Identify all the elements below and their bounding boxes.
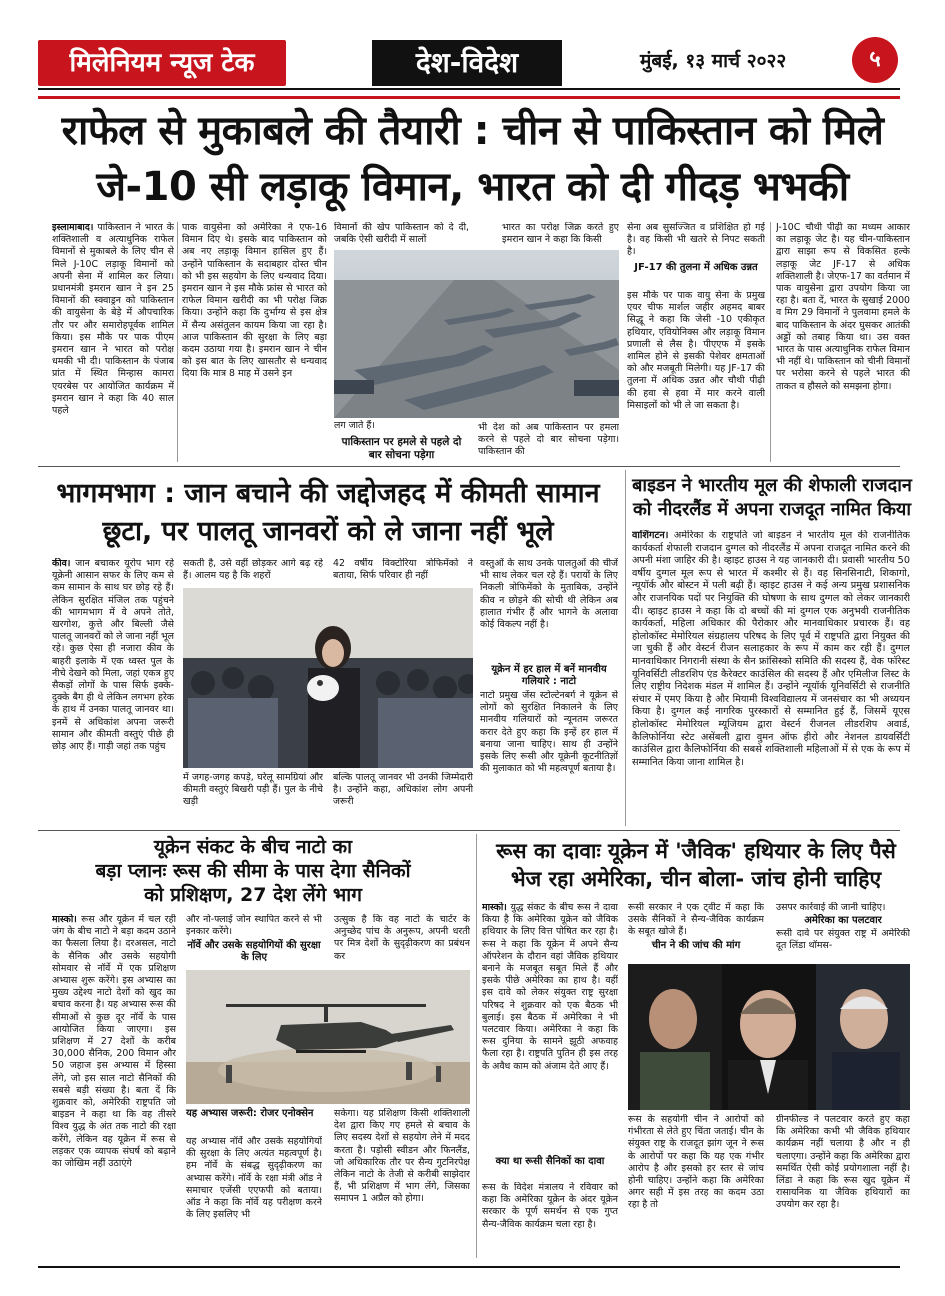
story1-dateline: इस्लामाबाद। — [52, 222, 94, 233]
jets-photo — [334, 250, 619, 418]
story2-col3b: बल्कि पालतू जानवर भी उनकी जिम्मेदारी है। उन्होंने कहा, अधिकांश लोग अपनी जरूरी — [333, 772, 473, 808]
story3-body — [632, 530, 910, 826]
story5-col2b: रूस के सहयोगी चीन ने आरोपों को गंभीरता से लेते हुए चिंता जताई। चीन के संयुक्त राष्ट्र के राजदूत झांग जून ने रूस के आरोपों पर कहा कि यह एक गंभीर आरोप है और इसको हर स्तर से जांच होनी चाहिए। उन्होंने कहा कि अमेरिका अगर सही में इस तरह का कदम उठा रहा है तो — [628, 1114, 764, 1211]
divider — [476, 834, 477, 1258]
story2-headline: भागमभाग : जान बचाने की जद्दोजहद में कीमती सामान — [56, 478, 600, 509]
story1-col5b: इस मौके पर पाक वायु सेना के प्रमुख एयर चीफ मार्शल जहीर अहमद बाबर सिद्धू ने कहा कि जेसी -10 एकीकृत हथियार, एवियोनिक्स और लड़ाकू विमान प्रणाली से लैस है। पीएएफ में इसके शामिल होने से इसकी पेशेवर क्षमताओं को और मजबूती मिलेगी। यह JF-17 की तुलना में अधिक उन्नत और चौथी पीढ़ी की हवा से हवा में मार करने वाली मिसाइलों को भी ले जा सकता है। — [627, 290, 765, 411]
header-rule — [38, 88, 900, 90]
story4-dateline: मास्को। — [52, 914, 77, 925]
story3-body-text: अमेरिका के राष्ट्रपति जो बाइडन ने भारतीय मूल की राजनीतिक कार्यकर्ता शेफाली राजदान दुग्गल को नीदरलैंड में अपना राजदूत नामित करने की अपनी मंशा जाहिर की है। व्हाइट हाउस ने यह जानकारी दी। प्रवासी भारतीय 50 वर्षीय दुग्गल मूल रूप से भारत में कश्मीर से हैं। वह सिनसिनाटी, शिकागो, न्यूयॉर्क और बोस्टन में पली बढ़ी हैं। व्हाइट हाउस ने कई अन्य प्रमुख प्रशासनिक और राजनयिक पदों पर नियुक्ति की घोषणा के साथ दुग्गल को लेकर जानकारी दी। व्हाइट हाउस ने कहा कि दो बच्चों की मां दुग्गल एक अनुभवी राजनीतिक कार्यकर्ता, महिला अधिकार की पैरोकार और मानवाधिकार प्रचारक हैं। वह होलोकॉस्ट मेमोरियल संग्रहालय परिषद के लिए पूर्व में राष्ट्रपति द्वारा नियुक्त की जा चुकी हैं और वेस्टर्न रीजन सलाहकार के रूप में काम कर रही हैं। दुग्गल मानवाधिकार निगरानी संस्था के सैन फ्रांसिस्को समिति की सदस्य हैं, वेक फॉरेस्ट यूनिवर्सिटी लीडरशिप एंड कैरेक्टर काउंसिल की सदस्य हैं और एमिलीज लिस्ट के लिए राष्ट्रीय निदेशक मंडल में शामिल हैं। उन्होंने न्यूयॉर्क यूनिवर्सिटी से राजनीति संचार में एमए किया है और मियामी विश्वविद्यालय में जनसंचार का भी अध्ययन किया है। दुग्गल कई नागरिक पुरस्कारों से सम्मानित हुई हैं, जिसमें यूएस होलोकॉस्ट मेमोरियल म्यूजियम द्वारा वेस्टर्न रीजनल लीडरशिप अवार्ड, कैलिफोर्निया स्टेट असेंबली द्वारा वुमन ऑफ हीरो और नेशनल डायवर्सिटी काउंसिल द्वारा कैलिफोर्निया की सबसे शक्तिशाली महिलाओं में से एक के रूप में सम्मानित किया जाना शामिल है। — [632, 530, 910, 768]
story2-headline-line2: छूटा, पर पालतू जानवरों को ले जाना नहीं भूले — [102, 516, 554, 547]
story5-col2a: रूसी सरकार ने एक ट्वीट में कहा कि उसके सैनिकों ने सैन्य-जैविक कार्यक्रम के सबूत खोजे हैं। — [628, 902, 764, 938]
story1-col5a: सेना अब सुसज्जित व प्रशिक्षित हो गई है। वह किसी भी खतरे से निपट सकती है। — [627, 222, 765, 258]
story5-headline-line2: भेज रहा अमेरिका, चीन बोला- जांच होनी चाहिए — [510, 867, 882, 891]
story2-col1-text: जान बचाकर यूरोप भाग रहे यूक्रेनी आसान सफर के लिए कम से कम सामान के साथ घर छोड़ रहे हैं। लेकिन सुरक्षित मंजिल तक पहुंचने की भागमभाग में वे अपने तोते, खरगोश, कुत्ते और बिल्ली जैसे पालतू जानवरों को ले जाना नहीं भूल रहे। कुछ ऐसा ही नजारा कीव के बाहरी इलाके में एक ध्वस्त पुल के नीचे देखने को मिला, जहां एकत्र हुए सैकड़ों लोगों के पास सिर्फ इक्के-दुक्के बैग ही थे लेकिन लगभग हरेक के हाथ में उनका पालतू जानवर था।इनमें से अधिकांश अपना जरूरी सामान और कीमती वस्तुएं पीछे ही छोड़ आए हैं। गाड़ी जहां तक पहुंच — [52, 558, 174, 753]
story5-col1-text: युद्ध संकट के बीच रूस ने दावा किया है कि अमेरिका यूक्रेन को जैविक हथियार के लिए वित्त पोषित कर रहा है। रूस ने कहा कि यूक्रेन में अपने सैन्य ऑपरेशन के दौरान वहां जैविक हथियार बनाने के मजबूत सबूत मिले हैं और इसके पीछे अमेरिका का हाथ है। वहीं इस दावे को लेकर संयुक्त राष्ट्र सुरक्षा परिषद ने शुक्रवार को एक बैठक भी बुलाई। इस बैठक में अमेरिका ने भी पलटवार किया। अमेरिका ने कहा कि रूस दुनिया के सामने झूठी अफवाह फैला रहा है। राष्ट्रपति पुतिन ही इस तरह के अवैध काम को अंजाम देते आए हैं। — [482, 902, 618, 1072]
story2-dateline: कीव। — [52, 558, 71, 569]
story4-subhead2: यह अभ्यास जरूरी: रोजर एनोक्सेन — [186, 1108, 314, 1119]
helicopter-photo — [186, 970, 470, 1104]
story4-headline-line2: बड़ा प्लानः रूस की सीमा के पास देगा सैनिकों — [95, 860, 411, 882]
story1-col2: पाक वायुसेना को अमेरिका ने एफ-16 विमान दिए थे। इसके बाद पाकिस्तान को अब नए लड़ाकू विमान हासिल हुए हैं। उन्होंने पाकिस्तान के सदाबहार दोस्त चीन को भी इस सहयोग के लिए धन्यवाद दिया। इमरान खान ने इस मौके फ्रांस से भारत को राफेल विमान खरीदी का भी परोक्ष जिक्र किया। उन्होंने कहा कि दुर्भाग्य से इस क्षेत्र में सैन्य असंतुलन कायम किया जा रहा है। आज पाकिस्तान की सुरक्षा के लिए बड़ा कदम उठाया गया है। इमरान खान ने चीन को इस बात के लिए खासतौर से धन्यवाद दिया कि मात्र 8 माह में उसने इन — [182, 222, 327, 380]
story3-headline-line2: को नीदरलैंड में अपना राजदूत नामित किया — [632, 499, 911, 520]
story5-col1b: रूस के विदेश मंत्रालय ने रविवार को कहा कि अमेरिका यूक्रेन के अंदर यूक्रेन सरकार के पूर्ण समर्थन से एक गुप्त सैन्य-जैविक कार्यक्रम चला रहा है। — [482, 1182, 618, 1230]
story2-col4a: वस्तुओं के साथ उनके पालतुओं की चीजें भी साथ लेकर चल रहे हैं। परायों के लिए निकली त्रोफिमेंको के मुताबिक, उन्होंने कीव न छोड़ने की सोची थी लेकिन अब हालात गंभीर हैं और भागने के अलावा कोई विकल्प नहीं है। — [480, 558, 618, 631]
story1-col1-text: पाकिस्तान ने भारत के शक्तिशाली व अत्याधुनिक राफेल विमानों से मुकाबले के लिए चीन से मिले J-10C लड़ाकू विमानों को अपनी सेना में शामिल कर लिया। प्रधानमंत्री इमरान खान ने इन 25 विमानों की स्क्वाड्रन को पाकिस्तान की वायुसेना के बेड़े में औपचारिक तौर पर और समारोहपूर्वक शामिल किया। इस मौके पर पाक पीएम इमरान खान ने भारत को परोक्ष धमकी भी दी। पाकिस्तान के पंजाब प्रांत में स्थित मिन्हास कामरा एयरबेस पर आयोजित कार्यक्रम में इमरान खान ने कहा कि 40 साल पहले — [52, 222, 174, 417]
story4-col1-text: रूस और यूक्रेन में चल रही जंग के बीच नाटो ने बड़ा कदम उठाने का फैसला लिया है। दरअसल, नाटो के सैनिक और उसके सहयोगी सोमवार से नॉर्वे में एक प्रशिक्षण अभ्यास शुरू करेंगे। इस अभ्यास का मुख्य उद्देश्य नाटो देशों को खुद का बचाव करना है। यह अभ्यास रूस की सीमाओं से कुछ दूर नॉर्वे के पास आयोजित किया जाएगा। इस प्रशिक्षण में 27 देशों के करीब 30,000 सैनिक, 200 विमान और 50 जहाज इस अभ्यास में हिस्सा लेंगे, जो इस साल नाटो सैनिकों की सबसे बड़ी संख्या है। बता दें कि शुक्रवार को, अमेरिकी राष्ट्रपति जो बाइडन ने कहा था कि वह तीसरे विश्व युद्ध के अंत तक नाटो की रक्षा करेंगे, लेकिन वह यूक्रेन में रूस से लड़कर एक व्यापक संघर्ष को बढ़ाने का जोखिम नहीं उठाएंगे — [52, 914, 176, 1170]
refugees-photo — [183, 588, 473, 768]
divider — [177, 222, 178, 462]
section-title: देश-विदेश — [372, 40, 562, 86]
story2-col2a: सकती है, उसे वहीं छोड़कर आगे बढ़ रहे हैं। आलम यह है कि शहरों — [183, 558, 323, 582]
story5-col3b: रूसी दावे पर संयुक्त राष्ट्र में अमेरिकी दूत लिंडा थॉमस- — [776, 928, 910, 952]
story4-col3a: उत्सुक है कि वह नाटो के चार्टर के अनुच्छेद पांच के अनुरूप, अपनी धरती पर मित्र देशों के सुदृढ़ीकरण का प्रबंधन कर — [334, 914, 470, 962]
header-rule-red — [38, 96, 900, 99]
story1-col1 — [52, 222, 174, 462]
story1-col6: J-10C चौथी पीढ़ी का मध्यम आकार का लड़ाकू जेट है। यह चीन-पाकिस्तान द्वारा साझा रूप से विकसित हल्के लड़ाकू जेट JF-17 से अधिक शक्तिशाली है। जेएफ-17 का वर्तमान में पाक वायुसेना द्वारा उपयोग किया जा रहा है। बता दें, भारत के सुखाई 2000 व मिग 29 विमानों ने पुलवामा हमले के बाद पाकिस्तान के अंदर घुसकर आतंकी अड्डों को तबाह किया था। उस वक्त भारत के पास अत्याधुनिक राफेल विमान भी नहीं थे। पाकिस्तान को चीनी विमानों पर भरोसा करने से पहले भारत की ताकत व हौसले को समझना होगा। — [776, 222, 910, 392]
divider — [38, 830, 900, 831]
leaders-photo — [628, 964, 910, 1110]
story4-headline: यूक्रेन संकट के बीच नाटो का — [153, 836, 353, 858]
story4-col3b: सकेगा। यह प्रशिक्षण किसी शक्तिशाली देश द्वारा किए गए हमले से बचाव के लिए सदस्य देशों से सहयोग लेने में मदद करता है। पड़ोसी स्वीडन और फिनलैंड, जो अधिकारिक तौर पर सैन्य गुटनिरपेक्ष लेकिन नाटो के तेजी से करीबी साझेदार हैं, भी प्रशिक्षण में भाग लेंगे, जिसका समापन 1 अप्रैल को होगा। — [334, 1108, 470, 1205]
divider — [770, 222, 771, 462]
story1-photo-caption: पाकिस्तान पर हमले से पहले दो बार सोचना पड़ेगा — [341, 436, 462, 461]
page-number: ५ — [852, 37, 898, 83]
story2-col2b: में जगह-जगह कपड़े, घरेलू सामग्रियां और कीमती वस्तुएं बिखरी पड़ी हैं। पुल के नीचे खड़ी — [183, 772, 323, 808]
story1-col3b: लग जाते हैं। — [334, 420, 375, 431]
story4-col1 — [52, 914, 176, 1258]
divider — [625, 470, 626, 826]
story1-col3a: विमानों की खेप पाकिस्तान को दे दी, जबकि ऐसी खरीदी में सालों — [334, 222, 469, 246]
divider — [38, 466, 900, 467]
story1-headline-line2: जे-10 सी लड़ाकू विमान, भारत को दी गीदड़ भभकी — [96, 164, 849, 210]
story1-col4b: भी देश को अब पाकिस्तान पर हमला करने से पहले दो बार सोचना पड़ेगा। पाकिस्तान की — [478, 422, 619, 458]
masthead-brand: मिलेनियम न्यूज टेक — [38, 40, 286, 86]
story5-subhead2: चीन ने की जांच की मांग — [651, 940, 741, 951]
story1-headline: राफेल से मुकाबले की तैयारी : चीन से पाकिस्तान को मिले — [61, 108, 884, 154]
story4-col2a: और नो-फ्लाई जोन स्थापित करने से भी इनकार करेंगे। — [186, 914, 322, 938]
story5-subhead3: अमेरिका का पलटवार — [804, 915, 882, 926]
story1-subhead: JF-17 की तुलना में अधिक उन्नत — [634, 262, 758, 273]
story5-col1 — [482, 902, 618, 1154]
story2-subhead: यूक्रेन में हर हाल में बनें मानवीय गलियारे : नाटो — [491, 664, 607, 687]
story2-col1 — [52, 558, 174, 820]
story2-col3a: 42 वर्षीय विक्टोरिया त्रोफिमेंको ने बताया, सिर्फ परिवार ही नहीं — [333, 558, 473, 582]
story5-col3c: ग्रीनफील्ड ने पलटवार करते हुए कहा कि अमेरिका कभी भी जैविक हथियार कार्यक्रम नहीं चलाया है और न ही चलाएगा। उन्होंने कहा कि अमेरिका द्वारा समर्थित ऐसी कोई प्रयोगशाला नहीं है। लिंडा ने कहा कि रूस खुद यूक्रेन में रासायनिक या जैविक हथियारों का उपयोग कर रहा है। — [776, 1114, 910, 1211]
story5-dateline: मास्को। — [482, 902, 507, 913]
story4-headline-line3: को प्रशिक्षण, 27 देश लेंगे भाग — [144, 884, 362, 906]
footer-rule — [38, 1266, 900, 1268]
story4-col2b: यह अभ्यास नॉर्वे और उसके सहयोगियों की सुरक्षा के लिए अत्यंत महत्वपूर्ण है। हम नॉर्वे के संबद्ध सुदृढ़ीकरण का अभ्यास करेंगे। नॉर्वे के रक्षा मंत्री ऑड ने समाचार एजेंसी एएफपी को बताया। ऑड ने कहा कि नॉर्वे यह परीक्षण करने के लिए इसलिए भी — [186, 1136, 322, 1221]
story3-dateline: वाशिंगटन। — [632, 530, 669, 541]
issue-date: मुंबई, १३ मार्च २०२२ — [640, 50, 787, 72]
story2-col4b: नाटो प्रमुख जेंस स्टोल्टेनबर्ग ने यूक्रेन से लोगों को सुरक्षित निकालने के लिए मानवीय गलियारों को न्यूनतम जरूरत करार देते हुए कहा कि इन्हें हर हाल में बनाया जाना चाहिए। साथ ही उन्होंने इसके लिए रूसी और यूक्रेनी कूटनीतिज्ञों की मुलाकात को भी महत्वपूर्ण बताया है। — [480, 690, 618, 775]
story5-headline: रूस का दावाः यूक्रेन में 'जैविक' हथियार के लिए पैसे — [496, 839, 896, 863]
story4-subhead: नॉर्वे और उसके सहयोगियों की सुरक्षा के लिए — [187, 940, 321, 963]
story1-col4a: भारत का परोक्ष जिक्र करते हुए इमरान खान ने कहा कि किसी — [502, 222, 619, 246]
story5-subhead: क्या था रूसी सैनिकों का दावा — [495, 1156, 605, 1167]
story3-headline: बाइडन ने भारतीय मूल की शेफाली राजदान — [632, 475, 912, 496]
story5-col3a: उसपर कार्रवाई की जानी चाहिए। — [776, 902, 886, 913]
